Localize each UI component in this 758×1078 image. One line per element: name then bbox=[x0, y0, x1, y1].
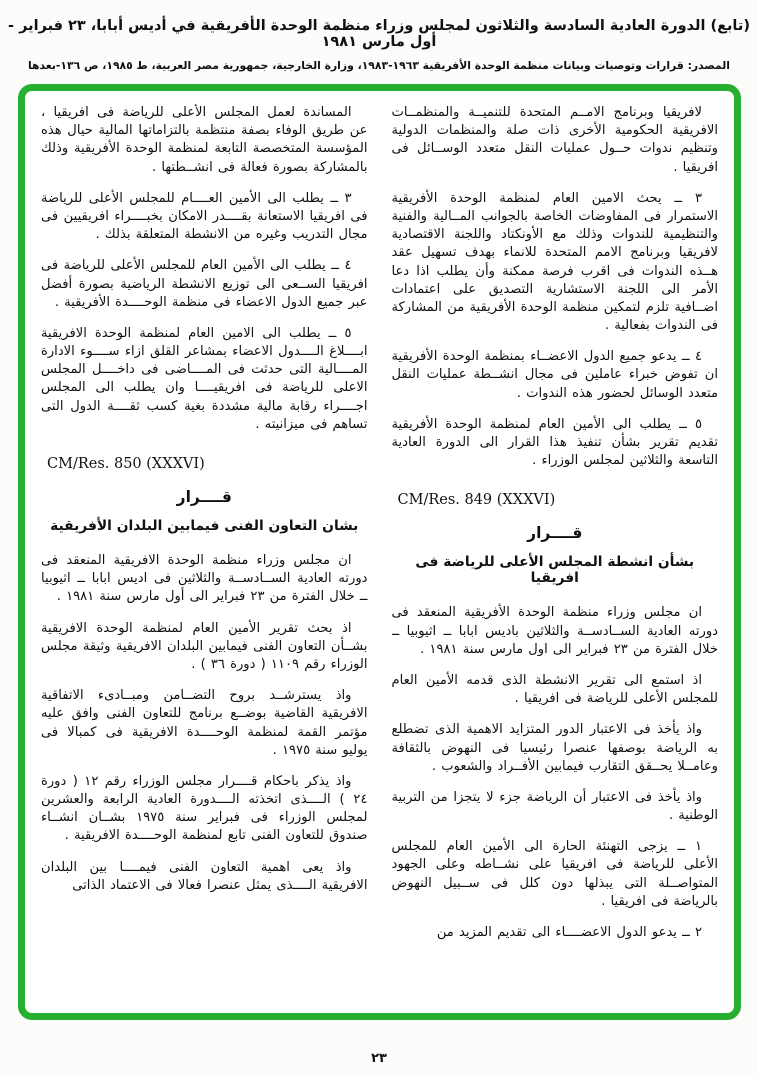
paragraph: واذ يعى اهمية التعاون الفنى فيمــــا بين البلدان الافريقية الــــذى يمثل عنصرا فعالا فى الاعتماد الذاتى bbox=[41, 859, 368, 893]
page-number: ٢٣ bbox=[371, 1051, 387, 1066]
resolution-ref: CM/Res. 849 (XXXVI) bbox=[397, 492, 556, 509]
resolution-subject: بشأن انشطة المجلس الأعلى للرياضة فى افريقيا bbox=[415, 554, 695, 587]
resolution-subject: بشان التعاون الفنى فيمابين البلدان الأفريقية bbox=[50, 518, 359, 534]
page-footer bbox=[0, 1047, 758, 1066]
page-header bbox=[0, 0, 758, 72]
paragraph: ٣ ــ يحث الامين العام لمنظمة الوحدة الأفريقية الاستمرار فى المفاوضات الخاصة بالجوانب المــالية والفنية والتنظيمية للندوات وذلك مع الأونكتاد واللجنة الاقتصادية لافريقيا وبرنامج الامم المتحدة للانماء بهدف تسهيل عقد هــذه الندوات فى اقرب فرصة ممكنة وأن يطلب اذا دعا الأمر الى اللجنة الاستشارية التصديق على اعتمادات اضــافية تلزم لتمكين منظمة الوحدة الأفريقية من المشاركة فى الندوات بفعالية . bbox=[391, 190, 718, 334]
paragraph: ٤ ــ يدعو جميع الدول الاعضــاء بمنظمة الوحدة الأفريقية ان تفوض خبراء عاملين فى مجال انشــطة عمليات النقل متعدد الوسائل لحضور هذه الندوات . bbox=[391, 349, 718, 401]
column-left bbox=[41, 104, 368, 1005]
two-column-layout bbox=[41, 104, 718, 1005]
resolution-heading: قــــرار bbox=[176, 488, 232, 506]
paragraph: ان مجلس وزراء منظمة الوحدة الافريقية المنعقد فى دورته العادية الســادســة والثلاثين فى اديس ابابا ــ اثيوبيا ــ خلال الفترة من ٢٣ فبراير الى أول مارس سنة ١٩٨١ . bbox=[41, 553, 368, 605]
paragraph: ٢ ــ يدعو الدول الاعضــــاء الى تقديم المزيد من bbox=[436, 925, 702, 940]
paragraph: ٥ ــ يطلب الى الامين العام لمنظمة الوحدة الافريقية ابــــلاغ الــــدول الاعضاء بمشاعر القلق ازاء ســــوء الادارة المــــالية التى حدثت فى المــــاضى فى داخــــل المجلس الاعلى للرياضة فى افريقيــــا وان يطلب الى المجلس اجــــراء رقابة مالية مشددة بغية كسب ثقــــة الدول التى تساهم فى ميزانيته . bbox=[41, 325, 368, 432]
paragraph: لافريقيا وبرنامج الامــم المتحدة للتنميــة والمنظمــات الافريقية الحكومية الأخرى ذات صلة والمنظمات الدولية وتنظيم ندوات حــول عمليات النقل متعدد الوســائل فى افريقيا . bbox=[391, 105, 718, 175]
resolution-ref: CM/Res. 850 (XXXVI) bbox=[47, 456, 205, 472]
header-title: (تابع) الدورة العادية السادسة والثلاثون لمجلس وزراء منظمة الوحدة الأفريقية في أديس أبابا، ٢٣ فبراير - أول مارس ١٩٨١ bbox=[8, 18, 750, 50]
paragraph: اذ استمع الى تقرير الانشطة الذى قدمه الأمين العام للمجلس الأعلى للرياضة فى افريقيا . bbox=[391, 672, 718, 707]
resolution-heading: قــــرار bbox=[527, 524, 583, 543]
paragraph: واذ يذكر باحكام قــــرار مجلس الوزراء رقم ١٢ ( دورة ٢٤ ) الــــذى اتخذته الــــدورة العادية الرابعة والعشرين لمجلس الوزراء فى فبراير سنة ١٩٧٥ بشــان انشــاء صندوق للتعاون الفنى تابع لمنظمة الوحــــدة الافريقية . bbox=[41, 773, 368, 844]
paragraph: واذ يسترشــد بروح التضــامن ومبــادىء الاتفاقية الافريقية القاضية بوضــع برنامج للتعاون الفنى وافق عليه مؤتمر القمة لمنظمة الوحــــدة الافريقية فى كمبالا فى يوليو سنة ١٩٧٥ . bbox=[41, 688, 368, 758]
paragraph: ان مجلس وزراء منظمة الوحدة الأفريقية المنعقد فى دورته العادية الســادســة والثلاثين باديس ابابا ــ اثيوبيا ــ خلال الفترة من ٢٣ فبراير الى اول مارس سنة ١٩٨١ . bbox=[391, 605, 718, 657]
header-source-line: المصدر: قرارات وتوصيات وبيانات منظمة الوحدة الأفريقية ١٩٦٣-١٩٨٣، وزارة الخارجية، جمهورية مصر العربية، ط ١٩٨٥، ص ١٣٦-بعدها bbox=[28, 59, 730, 72]
paragraph: المساندة لعمل المجلس الأعلى للرياضة فى افريقيا ، عن طريق الوفاء بصفة منتظمة بالتزاماتها المالية حيال هذه المؤسسة المتخصصة التابعة لمنظمة الوحدة الأفريقية وذلك بالمشاركة بصورة فعالة فى انشــطتها . bbox=[41, 105, 368, 175]
paragraph: ٤ ــ يطلب الى الأمين العام للمجلس الأعلى للرياضة فى افريقيا الســعى الى توزيع الانشطة الرياضية بصورة أفضل عبر جميع الدول الاعضاء فى منظمة الوحــــدة الأفريقية . bbox=[41, 258, 368, 310]
paragraph: اذ بحث تقرير الأمين العام لمنظمة الوحدة الافريقية بشــأن التعاون الفنى فيمابين البلدان الافريقية وثيقة مجلس الوزراء رقم ١١٠٩ ( دورة ٣٦ ) . bbox=[41, 620, 368, 672]
paragraph: ٥ ــ يطلب الى الأمين العام لمنظمة الوحدة الأفريقية تقديم تقرير بشأن تنفيذ هذا القرار الى الدورة العادية التاسعة والثلاثين لمجلس الوزراء . bbox=[391, 416, 718, 469]
content-border-box bbox=[18, 84, 741, 1020]
paragraph: واذ يأخذ فى الاعتبار الدور المتزايد الاهمية الذى تضطلع به الرياضة بوصفها عنصرا رئيسيا فى النهوض بالثقافة وعامــلا يحــقق التقارب فيمابين الأفــراد والشعوب . bbox=[391, 722, 718, 774]
column-right bbox=[392, 104, 719, 1005]
paragraph: ٣ ــ يطلب الى الأمين العــــام للمجلس الأعلى للرياضة فى افريقيا الاستعانة بقــــدر الامكان بخبــــراء افريقيين فى مجال التدريب وغيره من الانشطة المتعلقة بذلك . bbox=[41, 190, 368, 243]
paragraph: واذ يأخذ فى الاعتبار أن الرياضة جزء لا يتجزا من التربية الوطنية . bbox=[391, 789, 718, 824]
paragraph: ١ ــ يزجى التهنئة الحارة الى الأمين العام للمجلس الأعلى للرياضة فى افريقيا على نشــاطه وعلى الجهود المتواصــلة التى يبذلها دون كلل فى ســبيل النهوض بالرياضة فى افريقيا . bbox=[391, 839, 718, 909]
